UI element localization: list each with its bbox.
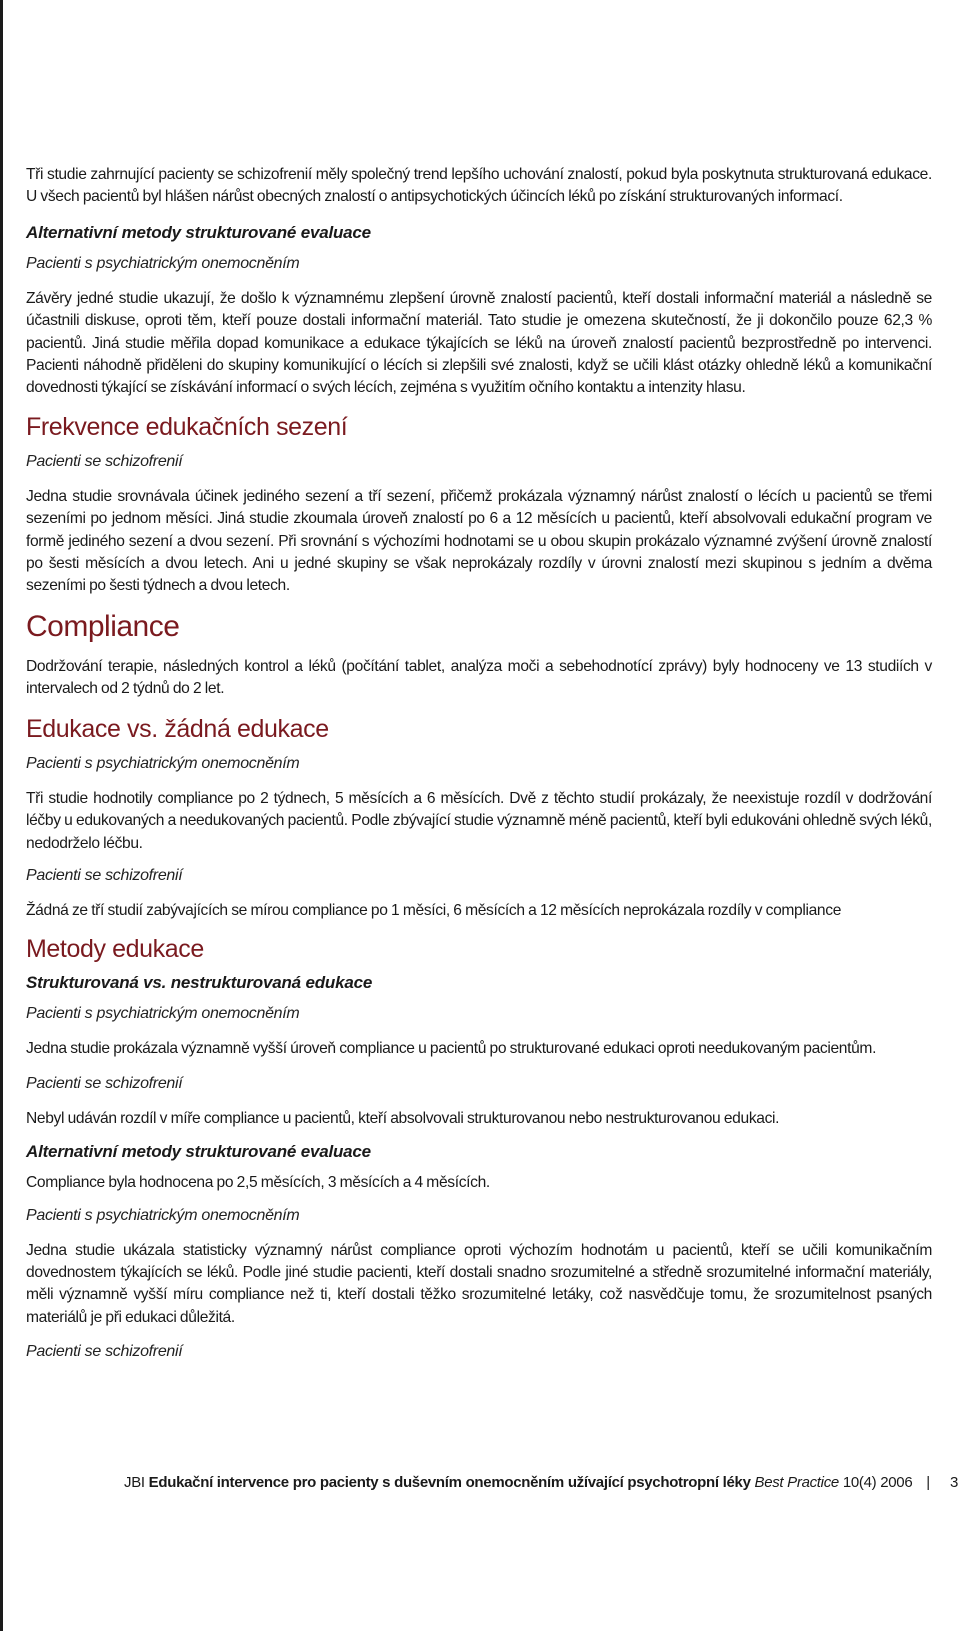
- subheading-psychiatric-patients: Pacienti s psychiatrickým onemocněním: [26, 754, 300, 772]
- paragraph-no-compliance-difference: Žádná ze tří studií zabývajících se mírou compliance po 1 měsíci, 6 měsících a 12 měsících neprokázala rozdíly v compliance: [26, 901, 842, 919]
- footer-title: Edukační intervence pro pacienty s duševním onemocněním užívající psychotropní léky: [148, 1474, 751, 1491]
- subheading-schizophrenia-patients: Pacienti se schizofrenií: [26, 1343, 183, 1361]
- subheading-schizophrenia-patients: Pacienti se schizofrenií: [26, 866, 183, 884]
- page-footer: [124, 1473, 960, 1493]
- footer-series: Best Practice: [754, 1474, 839, 1491]
- page-number: 3: [950, 1474, 959, 1491]
- subheading-alternative-methods: Alternativní metody strukturované evaluace: [26, 222, 371, 242]
- paragraph-structured-compliance: Jedna studie prokázala významně vyšší úroveň compliance u pacientů po strukturované edukaci oproti needukovaným pacientům.: [26, 1040, 877, 1058]
- heading-education-methods: Metody edukace: [26, 935, 204, 964]
- heading-session-frequency: Frekvence edukačních sezení: [26, 412, 348, 441]
- subheading-structured-vs-unstructured: Strukturovaná vs. nestrukturovaná edukace: [26, 973, 373, 993]
- page-content: [26, 164, 932, 1363]
- heading-education-vs-none: Edukace vs. žádná edukace: [26, 714, 329, 743]
- paragraph-education-vs-none: Tři studie hodnotily compliance po 2 týdnech, 5 měsících a 6 měsících. Dvě z těchto studií prokázaly, že neexistuje rozdíl v dodržování léčby u edukovaných a needukovaných pacientů. Podle zbývající studie významně méně pacientů, kteří byli edukováni ohledně svých léků, nedodrželo léčbu.: [26, 789, 932, 852]
- heading-compliance: Compliance: [26, 609, 180, 643]
- paragraph-compliance-intro: Dodržování terapie, následných kontrol a léků (počítání tablet, analýza moči a sebehodnotící zprávy) byly hodnoceny ve 13 studiích v intervalech od 2 týdnů do 2 let.: [26, 657, 932, 698]
- footer-org: JBI: [124, 1474, 145, 1491]
- subheading-psychiatric-patients: Pacienti s psychiatrickým onemocněním: [26, 1005, 300, 1023]
- subheading-alternative-methods: Alternativní metody strukturované evaluace: [26, 1142, 371, 1162]
- paragraph-compliance-intervals: Compliance byla hodnocena po 2,5 měsících, 3 měsících a 4 měsících.: [26, 1174, 490, 1192]
- paragraph-structured-education-schizophrenia: Tři studie zahrnující pacienty se schizofrenií měly společný trend lepšího uchování znalostí, pokud byla poskytnuta strukturovaná edukace. U všech pacientů byl hlášen nárůst obecných znalostí o antipsychotických účincích léků po získání strukturovaných informací.: [26, 166, 932, 206]
- footer-issue: 10(4) 2006: [842, 1474, 913, 1491]
- subheading-psychiatric-patients: Pacienti s psychiatrickým onemocněním: [26, 1206, 300, 1224]
- paragraph-structured-vs-unstructured-result: Nebyl udáván rozdíl v míře compliance u pacientů, kteří absolvovali strukturovanou nebo nestrukturovanou edukaci.: [26, 1109, 780, 1127]
- left-margin-rule: [0, 0, 3, 1631]
- paragraph-session-frequency: Jedna studie srovnávala účinek jediného sezení a tří sezení, přičemž prokázala významný nárůst znalostí o lécích u pacientů se třemi sezeními po jednom měsíci. Jiná studie zkoumala úroveň znalostí po 6 a 12 měsících u pacientů, kteří absolvovali edukační program ve formě jediného sezení a dvou sezení. Při srovnání s výchozími hodnotami se u obou skupin prokázalo významné zvýšení úrovně znalostí po šesti měsících a dvou letech. Ani u jedné skupiny se však neprokázaly rozdíly v úrovni znalostí mezi skupinou s jedním a dvěma sezeními po šesti týdnech a dvou letech.: [26, 487, 932, 595]
- paragraph-communication-skills-compliance: Jedna studie ukázala statisticky významný nárůst compliance oproti výchozím hodnotám u pacientů, kteří se učili komunikačním dovednostem týkajících se léků. Podle jiné studie pacienti, kteří dostali snadno srozumitelné a středně srozumitelné informační materiály, měli významně vyšší míru compliance než ti, kteří dostali těžko srozumitelné letáky, což nasvědčuje tomu, že srozumitelnost psaných materiálů je při edukaci důležitá.: [26, 1241, 932, 1326]
- subheading-schizophrenia-patients: Pacienti se schizofrenií: [26, 452, 183, 470]
- subheading-psychiatric-patients: Pacienti s psychiatrickým onemocněním: [26, 254, 300, 272]
- subheading-schizophrenia-patients: Pacienti se schizofrenií: [26, 1074, 183, 1092]
- paragraph-alternative-methods-knowledge: Závěry jedné studie ukazují, že došlo k významnému zlepšení úrovně znalostí pacientů, kteří dostali informační materiál a následně se účastnili diskuse, oproti těm, kteří pouze dostali informační materiál. Tato studie je omezena skutečností, že ji dokončilo pouze 62,3 % pacientů. Jiná studie měřila dopad komunikace a edukace týkajících se léků na úroveň znalostí pacientů bezprostředně po intervenci. Pacienti náhodně přiděleni do skupiny komunikující o lécích si zlepšili své znalosti, když se učili klást otázky ohledně léků a komunikační dovednosti týkající se získávání informací o svých lécích, zejména s využitím očního kontaktu a intenzity hlasu.: [26, 289, 932, 397]
- footer-separator: |: [926, 1474, 930, 1491]
